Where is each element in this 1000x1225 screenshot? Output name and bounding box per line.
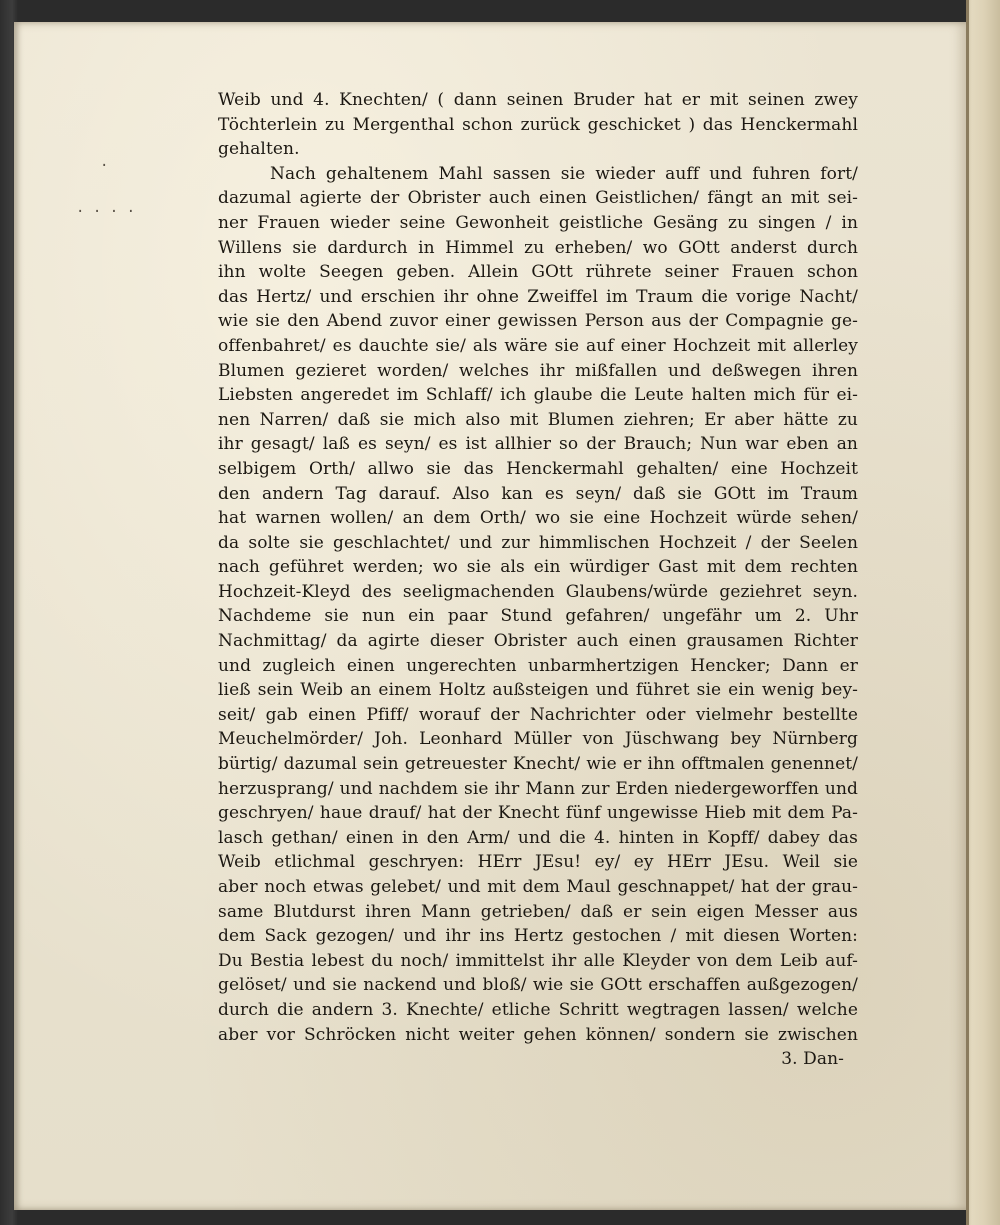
text-line: Hochzeit-Kleyd des seeligmachenden Glaubens/würde geziehret seyn. [218,581,858,602]
text-line: offenbahret/ es dauchte sie/ als wäre sie auf einer Hochzeit mit allerley [218,335,858,356]
text-line: Blumen gezieret worden/ welches ihr mißfallen und deßwegen ihren [218,360,858,381]
text-line: seit/ gab einen Pfiff/ worauf der Nachrichter oder vielmehr bestellte [218,704,858,725]
text-line: ner Frauen wieder seine Gewonheit geistliche Gesäng zu singen / in [218,212,858,233]
paragraph-start-line: Nach gehaltenem Mahl sassen sie wieder auff und fuhren fort/ [270,163,858,184]
text-line: ließ sein Weib an einem Holtz außsteigen und führet sie ein wenig bey- [218,680,858,701]
text-line: dem Sack gezogen/ und ihr ins Hertz gestochen / mit diesen Worten: [218,926,858,947]
stray-mark: · · · · [76,204,136,220]
text-line: wie sie den Abend zuvor einer gewissen Person aus der Compagnie ge- [218,311,858,332]
text-line: same Blutdurst ihren Mann getrieben/ daß er sein eigen Messer aus [218,901,858,922]
page-text-block [218,88,858,1072]
stray-mark: · [100,158,109,174]
text-line: Liebsten angeredet im Schlaff/ ich glaube die Leute halten mich für ei- [218,385,858,406]
text-line: aber noch etwas gelebet/ und mit dem Maul geschnappet/ hat der grau- [218,877,858,897]
text-line: das Hertz/ und erschien ihr ohne Zweiffel im Traum die vorige Nacht/ [218,286,858,307]
text-line: nen Narren/ daß sie mich also mit Blumen ziehren; Er aber hätte zu [218,409,858,430]
text-line: bürtig/ dazumal sein getreuester Knecht/ wie er ihn offtmalen genennet/ [218,754,858,775]
facing-page-edge [966,0,1000,1225]
text-line: lasch gethan/ einen in den Arm/ und die 4. hinten in Kopff/ dabey das [218,827,858,848]
text-line: ihn wolte Seegen geben. Allein GOtt rührete seiner Frauen schon [218,262,858,283]
text-line: ihr gesagt/ laß es seyn/ es ist allhier so der Brauch; Nun war eben an [218,434,858,455]
text-line: Nachdeme sie nun ein paar Stund gefahren/ ungefähr um 2. Uhr [218,606,858,627]
text-line: gehalten. [218,139,300,160]
text-line: den andern Tag darauf. Also kan es seyn/ daß sie GOtt im Traum [218,483,858,504]
text-line: geschryen/ haue drauf/ hat der Knecht fünf ungewisse Hieb mit dem Pa- [218,803,858,824]
text-line: Nachmittag/ da agirte dieser Obrister auch einen grausamen Richter [218,631,858,652]
text-line: gelöset/ und sie nackend und bloß/ wie sie GOtt erschaffen außgezogen/ [218,975,858,996]
text-line: Weib etlichmal geschryen: HErr JEsu! ey/ ey HErr JEsu. Weil sie [218,852,858,873]
text-line: Du Bestia lebest du noch/ immittelst ihr alle Kleyder von dem Leib auf- [218,950,858,971]
text-line: Meuchelmörder/ Joh. Leonhard Müller von Jüschwang bey Nürnberg [218,729,858,750]
text-line: herzusprang/ und nachdem sie ihr Mann zur Erden niedergeworffen und [218,778,858,799]
text-line: Weib und 4. Knechten/ ( dann seinen Bruder hat er mit seinen zwey [218,90,858,110]
text-line: durch die andern 3. Knechte/ etliche Schritt wegtragen lassen/ welche [218,999,858,1020]
catchword: 3. Dan- [781,1049,844,1070]
text-line: dazumal agierte der Obrister auch einen Geistlichen/ fängt an mit sei- [218,188,858,209]
text-line: selbigem Orth/ allwo sie das Henckermahl gehalten/ eine Hochzeit [218,458,858,479]
text-line: nach geführet werden; wo sie als ein würdiger Gast mit dem rechten [218,557,858,578]
text-line: aber vor Schröcken nicht weiter gehen können/ sondern sie zwischen [218,1024,858,1045]
text-line: da solte sie geschlachtet/ und zur himmlischen Hochzeit / der Seelen [218,532,858,553]
text-line: und zugleich einen ungerechten unbarmhertzigen Hencker; Dann er [218,655,858,676]
text-line: Töchterlein zu Mergenthal schon zurück geschicket ) das Henckermahl [218,114,858,135]
text-line: hat warnen wollen/ an dem Orth/ wo sie eine Hochzeit würde sehen/ [218,508,858,529]
text-line: Willens sie dardurch in Himmel zu erheben/ wo GOtt anderst durch [218,237,858,258]
